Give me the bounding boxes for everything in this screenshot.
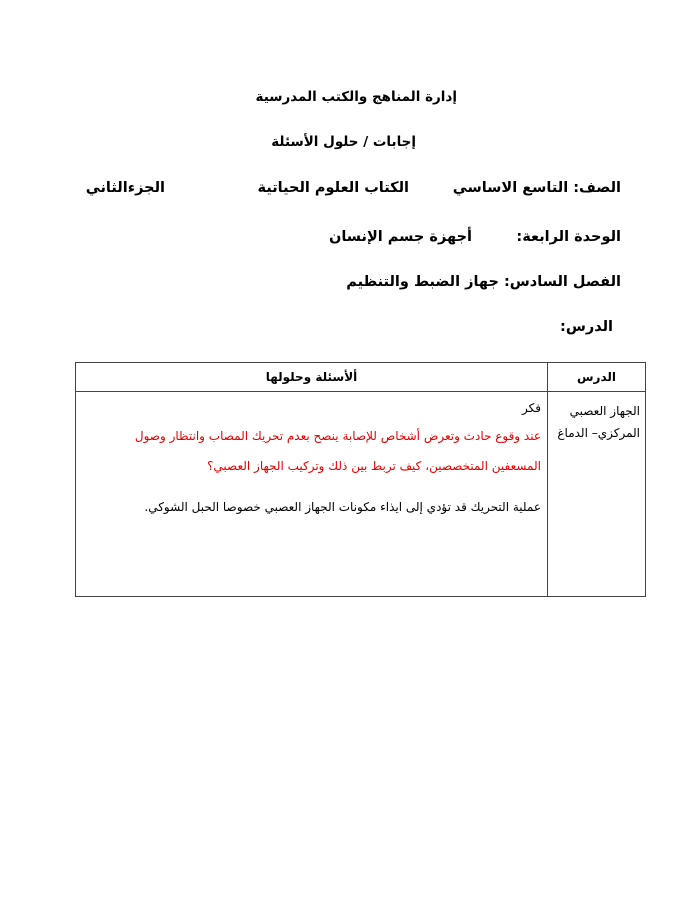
- qa-column-header: ألأسئلة وحلولها: [76, 363, 548, 392]
- answers-subtitle: إجابات / حلول الأسئلة: [271, 134, 416, 150]
- questions-table: [75, 362, 646, 597]
- think-prompt-label: فكر: [522, 401, 541, 415]
- unit-label: الوحدة الرابعة:: [516, 229, 621, 245]
- grade-label: الصف: التاسع الاساسي: [452, 180, 621, 196]
- book-label: الكتاب العلوم الحياتية: [257, 180, 409, 196]
- department-heading: إدارة المناهج والكتب المدرسية: [255, 89, 457, 105]
- part-label: الجزءالثاني: [85, 180, 165, 196]
- qa-cell: [76, 392, 548, 597]
- lesson-label: الدرس:: [560, 319, 613, 335]
- unit-value: أجهزة جسم الإنسان: [328, 229, 472, 245]
- question-text: عند وقوع حادث وتعرض أشخاص للإصابة ينصح بعدم تحريك المصاب وانتظار وصول المسعفين المتخصصين، كيف تربط بين ذلك وتركيب الجهاز العصبي؟: [134, 429, 541, 473]
- table-header-row: [76, 363, 646, 392]
- lesson-name-cell: الجهاز العصبي المركزي– الدماغ: [548, 392, 646, 597]
- lesson-column-header: الدرس: [548, 363, 646, 392]
- answer-text: عملية التحريك قد تؤدي إلى ايذاء مكونات الجهاز العصبي خصوصا الحبل الشوكي.: [144, 500, 541, 514]
- table-row: [76, 392, 646, 597]
- chapter-label: الفصل السادس: جهاز الضبط والتنظيم: [346, 274, 621, 290]
